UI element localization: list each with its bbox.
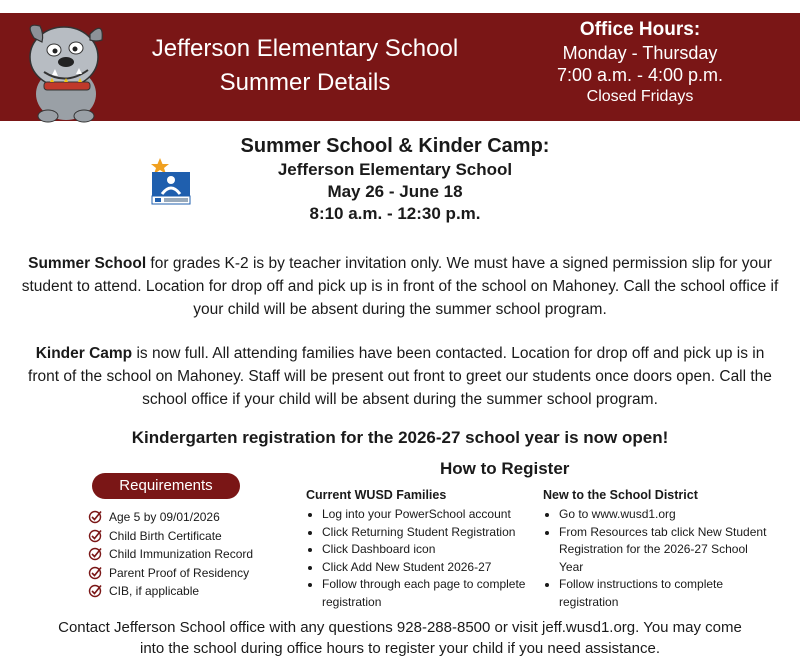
school-title: [120, 32, 490, 100]
footer-contact: [20, 617, 780, 659]
list-item: Parent Proof of Residency: [88, 564, 253, 583]
check-circle-icon: [88, 510, 102, 524]
list-item: Age 5 by 09/01/2026: [88, 508, 253, 527]
list-item: • Follow instructions to complete registration: [559, 576, 771, 611]
camp-heading: Summer School & Kinder Camp:: [240, 135, 550, 157]
how-to-register-title: How to Register: [440, 459, 570, 478]
new-families-steps: [543, 506, 771, 611]
list-item: • Click Returning Student Registration: [322, 524, 536, 542]
check-circle-icon: [88, 566, 102, 580]
requirements-list: [88, 508, 253, 601]
kinder-camp-label: Kinder Camp: [35, 345, 133, 362]
check-circle-icon: [88, 547, 102, 561]
kinder-camp-paragraph: [20, 342, 780, 411]
list-item: • Follow through each page to complete registration: [322, 576, 536, 611]
summer-school-paragraph: [20, 252, 780, 321]
office-hours-title: Office Hours:: [579, 19, 701, 40]
title-line-1: Jefferson Elementary School: [151, 35, 459, 62]
list-item: Child Birth Certificate: [88, 527, 253, 546]
new-families-title: New to the School District: [543, 488, 698, 502]
current-families-title: Current WUSD Families: [306, 488, 447, 502]
office-hours-time: 7:00 a.m. - 4:00 p.m.: [556, 65, 724, 85]
current-families-column: [306, 486, 536, 611]
camp-info: [200, 133, 590, 225]
office-hours-closed: Closed Fridays: [586, 88, 694, 105]
camp-dates: May 26 - June 18: [327, 182, 463, 201]
check-circle-icon: [88, 529, 102, 543]
kinder-camp-text: is now full. All attending families have been contacted. Location for drop off and pick up is in front of the school on Mahoney. Staff will be present out front to greet our students once doors open. Call the school office if your child will be absent during the summer school program.: [28, 345, 772, 408]
list-item: Child Immunization Record: [88, 545, 253, 564]
new-families-column: [543, 486, 771, 611]
list-item: CIB, if applicable: [88, 582, 253, 601]
list-item: • Click Dashboard icon: [322, 541, 536, 559]
check-circle-icon: [88, 584, 102, 598]
footer-line-2: into the school during office hours to register your child if you need assistance.: [139, 640, 661, 657]
list-item: • From Resources tab click New Student Registration for the 2026-27 School Year: [559, 524, 771, 577]
requirements-label: Requirements: [92, 473, 240, 499]
summer-school-label: Summer School: [28, 255, 147, 272]
title-line-2: Summer Details: [219, 69, 391, 96]
21st-century-logo-icon: [150, 158, 192, 208]
registration-open-heading: Kindergarten registration for the 2026-27 school year is now open!: [131, 428, 669, 447]
bulldog-mascot-icon: [14, 12, 118, 124]
list-item: • Click Add New Student 2026-27: [322, 559, 536, 577]
office-hours: [520, 18, 760, 108]
current-families-steps: [306, 506, 536, 611]
list-item: • Go to www.wusd1.org: [559, 506, 771, 524]
camp-school: Jefferson Elementary School: [277, 160, 513, 179]
footer-line-1: Contact Jefferson School office with any questions 928-288-8500 or visit jeff.wusd1.org. You may come: [58, 619, 742, 636]
office-hours-days: Monday - Thursday: [562, 43, 718, 63]
summer-school-text: for grades K-2 is by teacher invitation only. We must have a signed permission slip for your student to attend. Location for drop off and pick up is in front of the school on Mahoney. Call the school office if your child will be absent during the summer school program.: [21, 255, 779, 318]
list-item: • Log into your PowerSchool account: [322, 506, 536, 524]
camp-time: 8:10 a.m. - 12:30 p.m.: [309, 204, 481, 223]
